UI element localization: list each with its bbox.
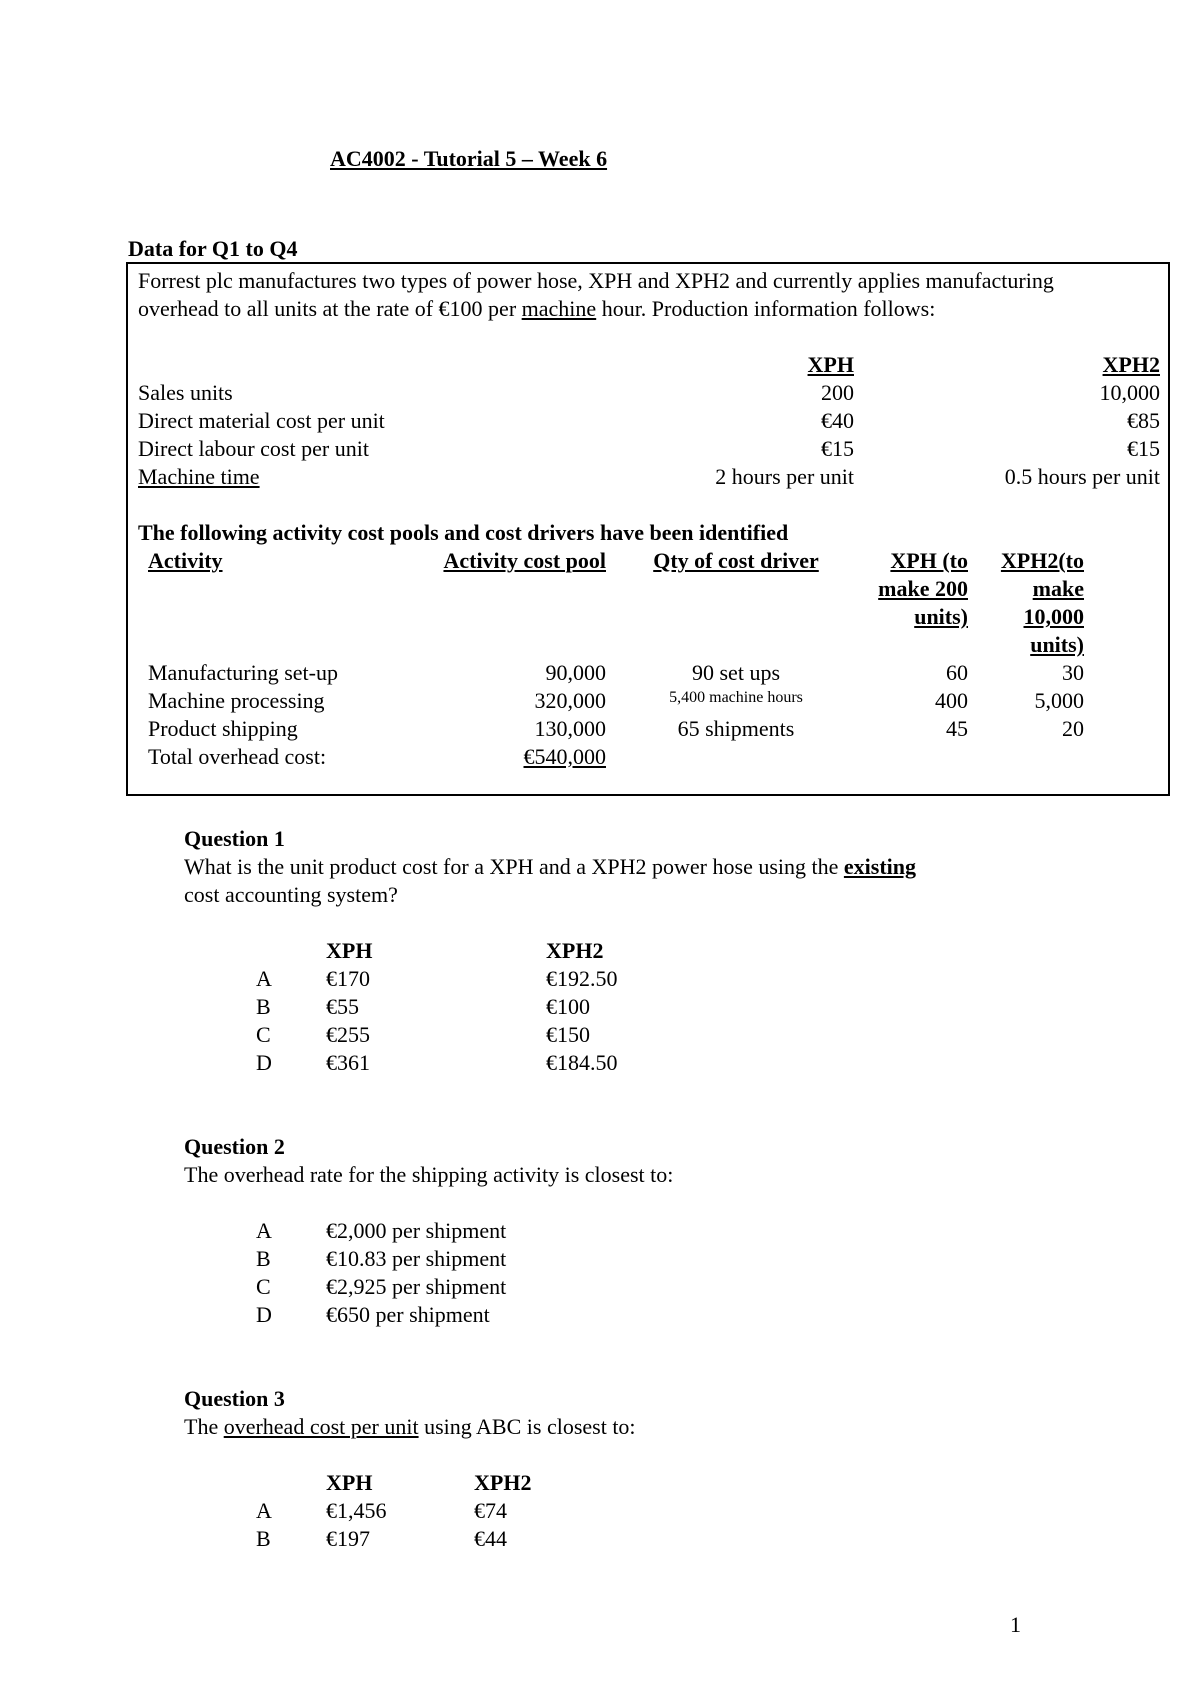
pool-col-header: Activity cost pool <box>443 548 606 573</box>
q3-title: Question 3 <box>184 1386 285 1411</box>
q2-title: Question 2 <box>184 1134 285 1159</box>
q3-option-xph2: €44 <box>474 1526 507 1551</box>
intro-text: overhead to all units at the rate of €100 per <box>138 296 522 321</box>
xph2-col-header: XPH2(to <box>1000 548 1084 573</box>
prod-row-xph2: €15 <box>1127 436 1160 461</box>
q1-option-xph: €255 <box>326 1022 370 1047</box>
q2-text: The overhead rate for the shipping activity is closest to: <box>184 1162 674 1187</box>
q3-header-xph2: XPH2 <box>474 1470 532 1495</box>
prod-row-xph: 2 hours per unit <box>715 464 854 489</box>
activity-row-qty: 5,400 machine hours <box>669 689 803 706</box>
page-number: 1 <box>1010 1612 1021 1637</box>
activity-row-xph: 400 <box>935 688 968 713</box>
q1-text-a: What is the unit product cost for a XPH and a XPH2 power hose using the <box>184 854 844 879</box>
q2-option-value: €10.83 per shipment <box>326 1246 507 1271</box>
prod-row-xph2: 0.5 hours per unit <box>1004 464 1160 489</box>
intro-line-2 <box>138 296 935 322</box>
q1-option-xph2: €184.50 <box>546 1050 618 1075</box>
q1-option-xph: €55 <box>326 994 359 1019</box>
xph2-col-header: 10,000 <box>1023 604 1084 629</box>
activity-row-qty: 65 shipments <box>677 716 795 741</box>
activity-col-header: Activity <box>148 548 223 573</box>
q3-text-c: using ABC is closest to: <box>418 1414 636 1439</box>
q2-option-letter: B <box>256 1246 271 1271</box>
intro-line-1: Forrest plc manufactures two types of power hose, XPH and XPH2 and currently applies manufacturing <box>138 268 1054 293</box>
prod-row-label: Direct material cost per unit <box>138 408 385 433</box>
q3-option-letter: A <box>256 1498 272 1523</box>
q1-existing: existing <box>843 854 917 879</box>
xph-col-header: make 200 <box>878 576 968 601</box>
q2-option-letter: D <box>256 1302 272 1327</box>
q2-option-value: €2,000 per shipment <box>326 1218 507 1243</box>
total-value: €540,000 <box>523 744 606 769</box>
q3-text <box>184 1414 636 1440</box>
prod-row-xph: €15 <box>821 436 854 461</box>
q2-option-letter: C <box>256 1274 271 1299</box>
prod-row-xph2: 10,000 <box>1099 380 1160 405</box>
q3-option-xph: €197 <box>326 1526 370 1551</box>
q2-option-value: €2,925 per shipment <box>326 1274 507 1299</box>
q3-option-xph2: €74 <box>474 1498 507 1523</box>
prod-row-xph: €40 <box>821 408 854 433</box>
prod-row-xph2: €85 <box>1127 408 1160 433</box>
xph2-col-header: units) <box>1030 632 1084 657</box>
xph-col-header: XPH (to <box>890 548 968 573</box>
prod-row-label: Direct labour cost per unit <box>138 436 369 461</box>
q2-option-value: €650 per shipment <box>326 1302 490 1327</box>
qty-col-header: Qty of cost driver <box>653 548 819 573</box>
activity-row-xph2: 20 <box>1062 716 1084 741</box>
q3-overhead-cost-per-unit: overhead cost per unit <box>223 1414 419 1439</box>
q1-option-letter: D <box>256 1050 272 1075</box>
activity-row-xph: 45 <box>946 716 968 741</box>
q2-option-letter: A <box>256 1218 272 1243</box>
q1-option-letter: A <box>256 966 272 991</box>
q1-option-xph2: €150 <box>546 1022 590 1047</box>
q1-option-letter: C <box>256 1022 271 1047</box>
activity-row-pool: 90,000 <box>545 660 606 685</box>
q1-header-xph2: XPH2 <box>546 938 604 963</box>
q1-option-xph2: €100 <box>546 994 590 1019</box>
prod-row-xph: 200 <box>821 380 854 405</box>
activity-row-pool: 130,000 <box>534 716 606 741</box>
q3-text-a: The <box>184 1414 224 1439</box>
activity-heading: The following activity cost pools and cost drivers have been identified <box>138 520 789 545</box>
activity-row-pool: 320,000 <box>534 688 606 713</box>
q1-header-xph: XPH <box>326 938 373 963</box>
q1-text <box>184 854 916 880</box>
q1-option-letter: B <box>256 994 271 1019</box>
activity-row-qty: 90 set ups <box>692 660 780 685</box>
activity-row-xph: 60 <box>946 660 968 685</box>
prod-row-label: Sales units <box>138 380 233 405</box>
data-heading: Data for Q1 to Q4 <box>128 236 298 261</box>
q3-option-xph: €1,456 <box>326 1498 387 1523</box>
q1-option-xph2: €192.50 <box>546 966 618 991</box>
q1-title: Question 1 <box>184 826 285 851</box>
activity-row-name: Product shipping <box>148 716 298 741</box>
prod-header-xph2: XPH2 <box>1102 352 1160 377</box>
document-title: AC4002 - Tutorial 5 – Week 6 <box>330 146 608 171</box>
intro-text-end: hour. Production information follows: <box>596 296 936 321</box>
total-label: Total overhead cost: <box>148 744 327 769</box>
activity-row-xph2: 30 <box>1062 660 1084 685</box>
q3-option-letter: B <box>256 1526 271 1551</box>
q1-text-cont: cost accounting system? <box>184 882 398 907</box>
activity-row-name: Manufacturing set-up <box>148 660 338 685</box>
q1-option-xph: €170 <box>326 966 370 991</box>
activity-row-xph2: 5,000 <box>1034 688 1084 713</box>
q1-option-xph: €361 <box>326 1050 370 1075</box>
xph2-col-header: make <box>1032 576 1084 601</box>
prod-row-label: Machine time <box>138 464 260 489</box>
xph-col-header: units) <box>914 604 968 629</box>
intro-machine-underlined: machine <box>521 296 597 321</box>
activity-row-name: Machine processing <box>148 688 325 713</box>
prod-header-xph: XPH <box>807 352 854 377</box>
q3-header-xph: XPH <box>326 1470 373 1495</box>
